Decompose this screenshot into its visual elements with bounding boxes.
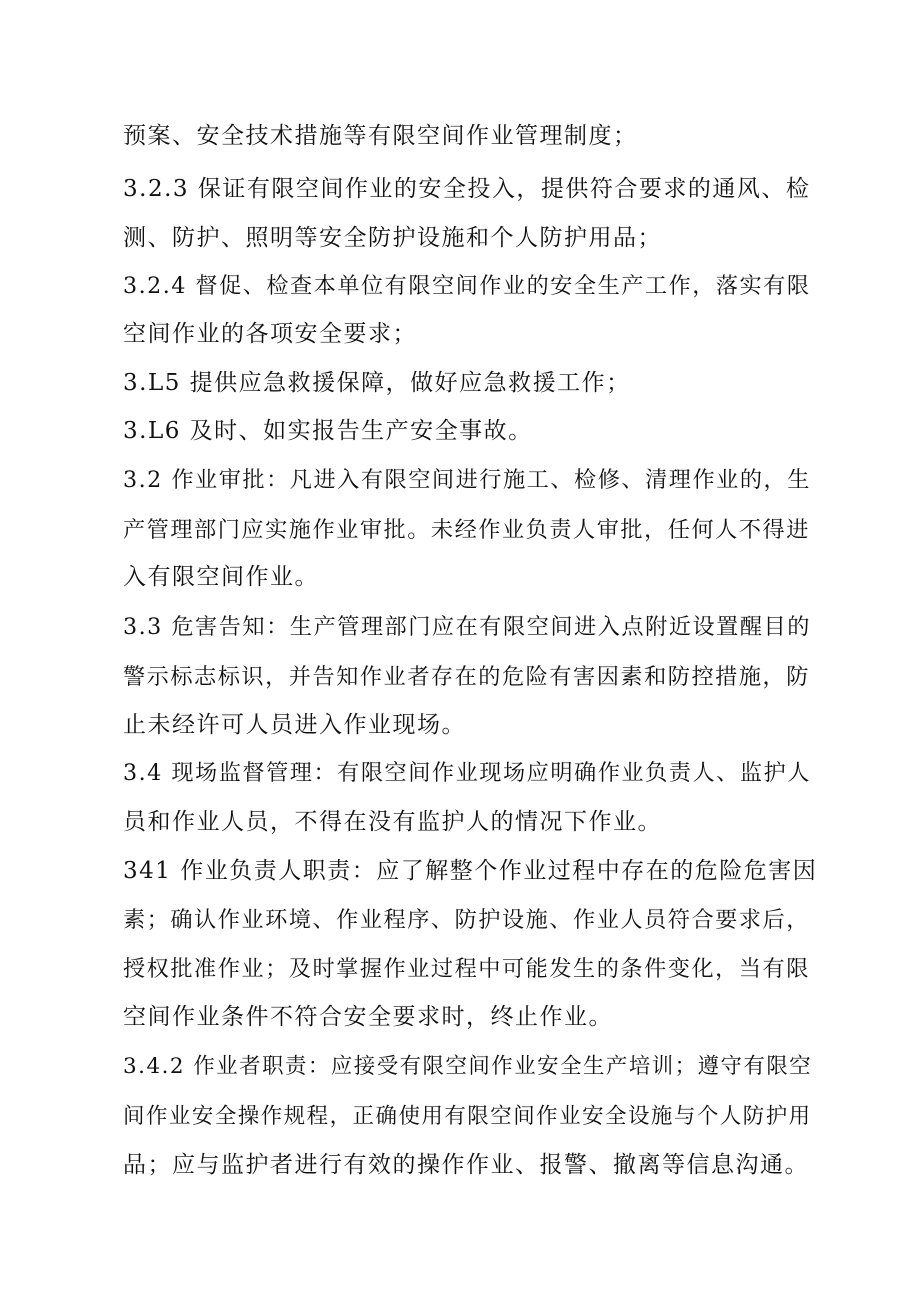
text-line: 止未经许可人员进入作业现场。 — [123, 712, 466, 738]
text-line: 预案、安全技术措施等有限空间作业管理制度； — [123, 123, 638, 149]
text-line: 测、防护、照明等安全防护设施和个人防护用品； — [123, 225, 662, 251]
text-line: 授权批准作业；及时掌握作业过程中可能发生的条件变化，当有限 — [123, 956, 810, 982]
text-line: 素；确认作业环境、作业程序、防护设施、作业人员符合要求后， — [123, 907, 810, 933]
text-line: 空间作业条件不符合安全要求时，终止作业。 — [123, 1004, 613, 1030]
text-line: 3.L5 提供应急救援保障，做好应急救援工作； — [123, 370, 631, 396]
text-line: 3.2.4 督促、检查本单位有限空间作业的安全生产工作，落实有限 — [123, 273, 811, 299]
text-line: 产管理部门应实施作业审批。未经作业负责人审批，任何人不得进 — [123, 517, 810, 543]
text-line: 3.2.3 保证有限空间作业的安全投入，提供符合要求的通风、检 — [123, 176, 811, 202]
text-line: 3.2 作业审批：凡进入有限空间进行施工、检修、清理作业的，生 — [123, 467, 811, 493]
text-line: 品；应与监护者进行有效的操作作业、报警、撤离等信息沟通。 — [123, 1152, 809, 1178]
text-line: 间作业安全操作规程，正确使用有限空间作业安全设施与个人防护用 — [123, 1104, 812, 1129]
text-line: 3.4.2 作业者职责：应接受有限空间作业安全生产培训；遵守有限空 — [123, 1054, 813, 1079]
text-line: 警示标志标识，并告知作业者存在的危险有害因素和防控措施，防 — [123, 664, 810, 690]
text-line: 3.L6 及时、如实报告生产安全事故。 — [123, 418, 533, 444]
text-line: 员和作业人员，不得在没有监护人的情况下作业。 — [123, 809, 662, 835]
text-line: 入有限空间作业。 — [123, 564, 319, 590]
text-line: 3.3 危害告知：生产管理部门应在有限空间进入点附近设置醒目的 — [123, 614, 811, 640]
text-line: 341 作业负责人职责：应了解整个作业过程中存在的危险危害因 — [123, 858, 818, 884]
text-line: 3.4 现场监督管理：有限空间作业现场应明确作业负责人、监护人 — [123, 760, 811, 786]
text-line: 空间作业的各项安全要求； — [123, 321, 417, 347]
